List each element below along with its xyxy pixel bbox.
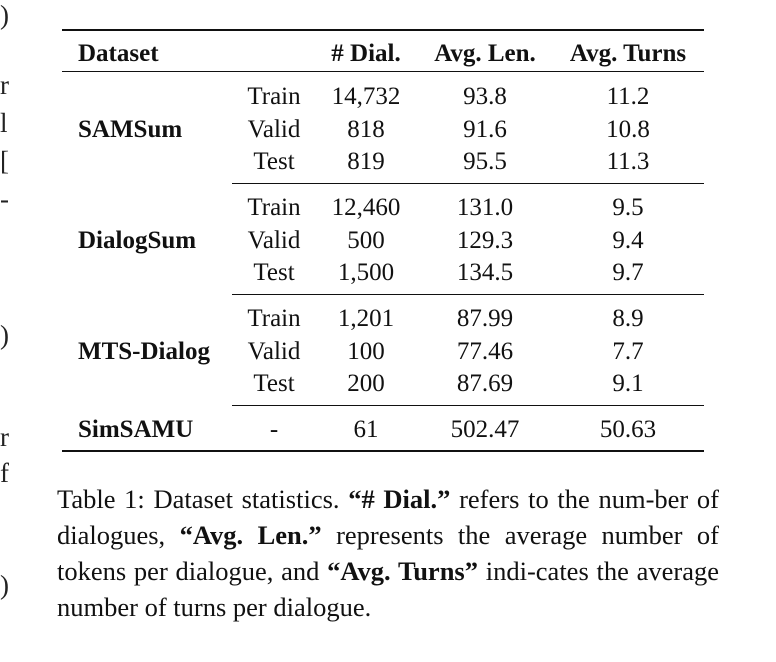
dataset-name: SimSAMU bbox=[78, 416, 194, 443]
margin-fragment: r bbox=[0, 70, 9, 100]
dial-cell: 1,500 bbox=[337, 259, 395, 286]
table-header-rule bbox=[62, 71, 704, 72]
turns-cell: 9.4 bbox=[612, 227, 644, 254]
len-cell: 87.99 bbox=[456, 305, 514, 332]
header-avg-turns: Avg. Turns bbox=[569, 40, 687, 67]
group-divider-rule bbox=[232, 294, 704, 295]
dial-cell: 61 bbox=[353, 416, 379, 443]
dial-cell: 12,460 bbox=[331, 194, 401, 221]
dataset-name: DialogSum bbox=[78, 227, 197, 254]
len-cell: 129.3 bbox=[456, 227, 514, 254]
dial-cell: 14,732 bbox=[331, 83, 401, 110]
dataset-name: MTS-Dialog bbox=[78, 338, 210, 365]
split-cell: Train bbox=[247, 83, 301, 110]
caption-text: represents the average number of tokens per dialogue, and bbox=[57, 520, 719, 586]
len-cell: 93.8 bbox=[463, 83, 507, 110]
caption-term-avg-len: “Avg. Len.” bbox=[179, 520, 322, 550]
dial-cell: 200 bbox=[347, 370, 385, 397]
header-avg-len: Avg. Len. bbox=[434, 40, 536, 67]
caption-prefix: Table 1: Dataset statistics. bbox=[57, 484, 349, 514]
margin-fragment: f bbox=[0, 458, 9, 488]
split-cell: Train bbox=[247, 194, 301, 221]
split-cell: Valid bbox=[247, 116, 301, 143]
table-caption bbox=[57, 481, 719, 625]
turns-cell: 50.63 bbox=[599, 416, 657, 443]
turns-cell: 11.3 bbox=[606, 148, 650, 175]
split-cell: Test bbox=[253, 148, 295, 175]
margin-fragment: - bbox=[0, 184, 9, 214]
table-bottom-rule bbox=[62, 450, 704, 452]
turns-cell: 9.7 bbox=[612, 259, 644, 286]
group-divider-rule bbox=[232, 405, 704, 406]
turns-cell: 9.5 bbox=[612, 194, 644, 221]
turns-cell: 9.1 bbox=[612, 370, 644, 397]
group-divider-rule bbox=[232, 183, 704, 184]
len-cell: 91.6 bbox=[463, 116, 507, 143]
caption-term-dial: “# Dial.” bbox=[348, 484, 451, 514]
dial-cell: 818 bbox=[347, 116, 385, 143]
margin-fragment: [ bbox=[0, 146, 9, 176]
split-cell: Valid bbox=[247, 338, 301, 365]
split-cell: Train bbox=[247, 305, 301, 332]
margin-fragment: r bbox=[0, 422, 9, 452]
split-cell: Test bbox=[253, 259, 295, 286]
caption-text: refers to the num-ber of dialogues, bbox=[57, 484, 719, 550]
margin-fragment: ) bbox=[0, 570, 9, 600]
len-cell: 131.0 bbox=[456, 194, 514, 221]
len-cell: 77.46 bbox=[456, 338, 514, 365]
split-cell: Test bbox=[253, 370, 295, 397]
caption-text: indi-cates the average number of turns per dialogue. bbox=[57, 556, 719, 622]
split-cell: - bbox=[269, 416, 279, 443]
table-top-rule bbox=[62, 29, 704, 31]
split-cell: Valid bbox=[247, 227, 301, 254]
len-cell: 95.5 bbox=[463, 148, 507, 175]
turns-cell: 7.7 bbox=[612, 338, 644, 365]
dataset-name: SAMSum bbox=[78, 116, 183, 143]
len-cell: 134.5 bbox=[456, 259, 514, 286]
margin-fragment: ) bbox=[0, 0, 9, 30]
dial-cell: 819 bbox=[347, 148, 385, 175]
turns-cell: 8.9 bbox=[612, 305, 644, 332]
turns-cell: 10.8 bbox=[606, 116, 650, 143]
len-cell: 502.47 bbox=[450, 416, 520, 443]
len-cell: 87.69 bbox=[456, 370, 514, 397]
turns-cell: 11.2 bbox=[606, 83, 650, 110]
dial-cell: 500 bbox=[347, 227, 385, 254]
dial-cell: 100 bbox=[347, 338, 385, 365]
margin-fragment: ) bbox=[0, 320, 9, 350]
header-dataset: Dataset bbox=[78, 40, 159, 67]
caption-term-avg-turns: “Avg. Turns” bbox=[327, 556, 478, 586]
header-dial: # Dial. bbox=[331, 40, 401, 67]
dial-cell: 1,201 bbox=[337, 305, 395, 332]
margin-fragment: l bbox=[0, 108, 8, 138]
